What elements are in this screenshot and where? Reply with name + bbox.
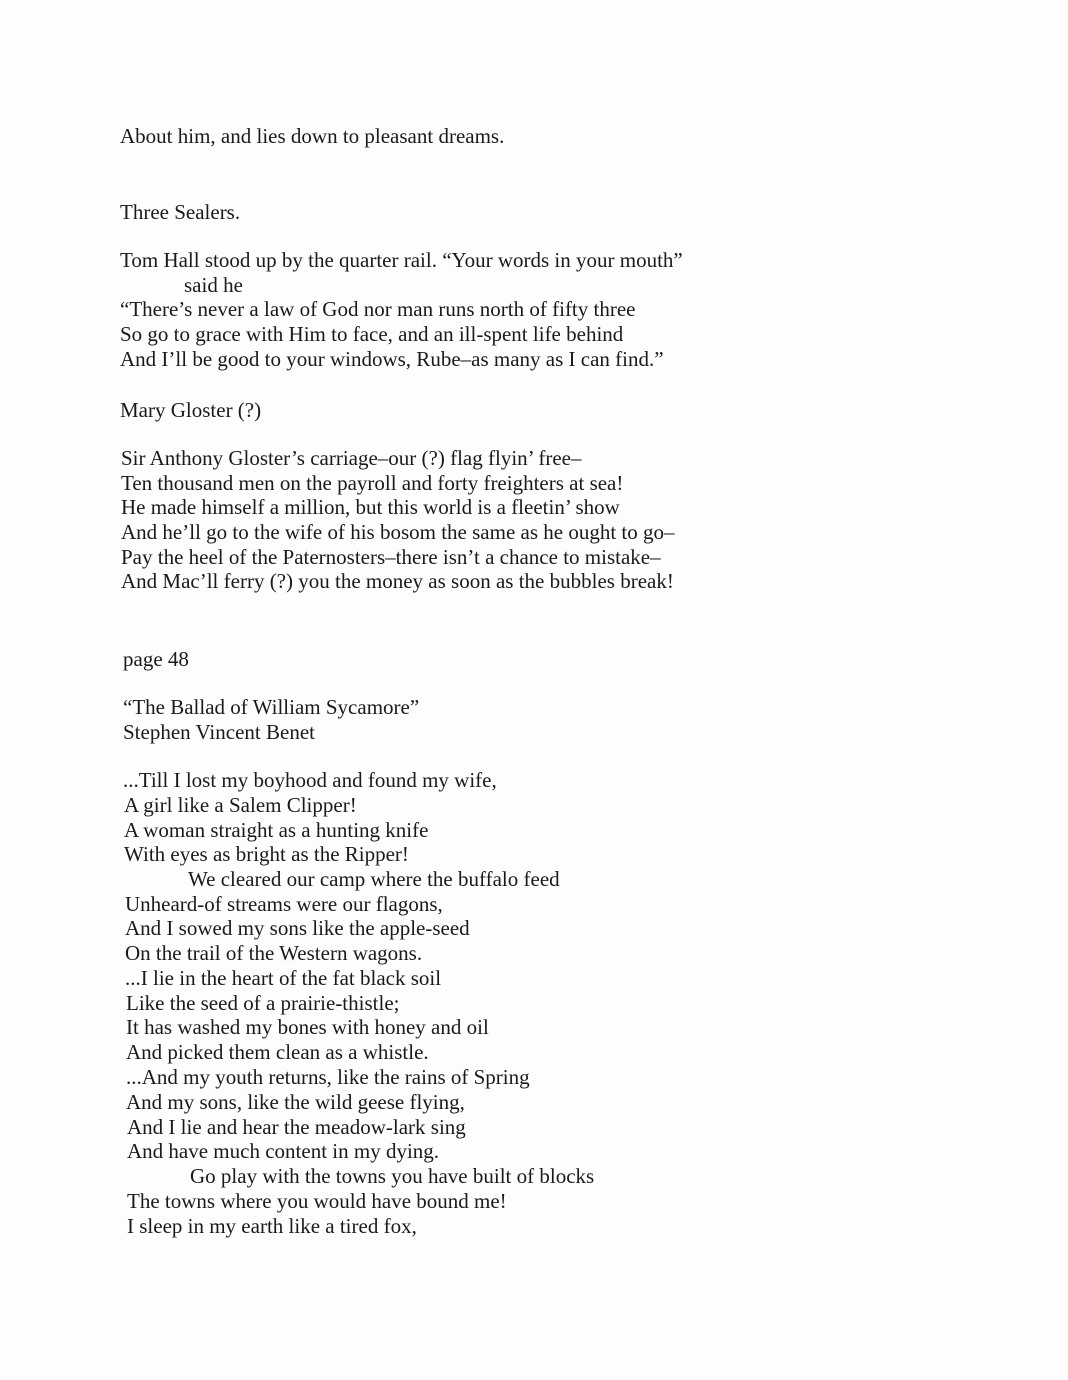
poem-line: And Mac’ll ferry (?) you the money as soon as the bubbles break! bbox=[121, 569, 674, 593]
poem-line: With eyes as bright as the Ripper! bbox=[124, 842, 409, 866]
poem-line: Go play with the towns you have built of blocks bbox=[190, 1164, 595, 1188]
poem-line: Like the seed of a prairie-thistle; bbox=[126, 991, 400, 1015]
poem-line: And I’ll be good to your windows, Rube–as many as I can find.” bbox=[120, 347, 664, 371]
poem-line: Unheard-of streams were our flagons, bbox=[125, 892, 443, 916]
poem-line: He made himself a million, but this world is a fleetin’ show bbox=[121, 495, 620, 519]
poem-line: ...I lie in the heart of the fat black soil bbox=[125, 966, 442, 990]
poem-line: A woman straight as a hunting knife bbox=[124, 818, 429, 842]
page-label: page 48 bbox=[123, 647, 189, 671]
poem-line: And I lie and hear the meadow-lark sing bbox=[127, 1115, 466, 1139]
poem-line: And picked them clean as a whistle. bbox=[126, 1040, 429, 1064]
poem-line: On the trail of the Western wagons. bbox=[125, 941, 423, 965]
poem-line: And he’ll go to the wife of his bosom the same as he ought to go– bbox=[121, 520, 675, 544]
poem-line: said he bbox=[184, 273, 243, 297]
poem-line: Tom Hall stood up by the quarter rail. “Your words in your mouth” bbox=[120, 248, 683, 272]
poem-line: Pay the heel of the Paternosters–there isn’t a chance to mistake– bbox=[121, 545, 661, 569]
poem-line: Sir Anthony Gloster’s carriage–our (?) flag flyin’ free– bbox=[121, 446, 582, 470]
poem-line: ...And my youth returns, like the rains of Spring bbox=[126, 1065, 530, 1089]
section-heading-mary-gloster: Mary Gloster (?) bbox=[120, 398, 262, 422]
poem-title: “The Ballad of William Sycamore” bbox=[123, 695, 420, 719]
poem-line: Ten thousand men on the payroll and forty freighters at sea! bbox=[121, 471, 624, 495]
poem-line: We cleared our camp where the buffalo feed bbox=[188, 867, 560, 891]
poem-author: Stephen Vincent Benet bbox=[123, 720, 315, 744]
poem-line: ...Till I lost my boyhood and found my wife, bbox=[123, 768, 497, 792]
poem-line: And I sowed my sons like the apple-seed bbox=[125, 916, 470, 940]
poem-line: I sleep in my earth like a tired fox, bbox=[127, 1214, 417, 1238]
poem-line: “There’s never a law of God nor man runs north of fifty three bbox=[120, 297, 636, 321]
poem-line: The towns where you would have bound me! bbox=[127, 1189, 507, 1213]
closing-line: About him, and lies down to pleasant dreams. bbox=[120, 124, 505, 148]
poem-line: And my sons, like the wild geese flying, bbox=[126, 1090, 465, 1114]
poem-line: And have much content in my dying. bbox=[127, 1139, 440, 1163]
poem-line: It has washed my bones with honey and oil bbox=[126, 1015, 489, 1039]
poem-line: So go to grace with Him to face, and an ill-spent life behind bbox=[120, 322, 624, 346]
section-heading-three-sealers: Three Sealers. bbox=[120, 200, 241, 224]
poem-line: A girl like a Salem Clipper! bbox=[124, 793, 357, 817]
